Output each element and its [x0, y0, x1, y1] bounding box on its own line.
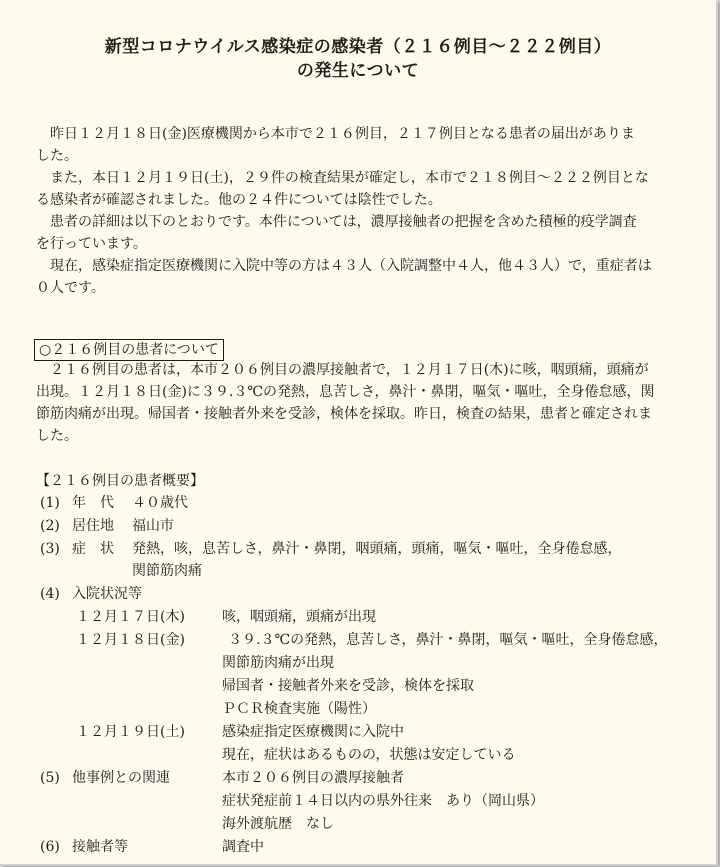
timeline-date: １２月１９日(土) [76, 724, 185, 740]
intro-line: ０人です。 [36, 280, 105, 296]
timeline-text: 関節筋肉痛が出現 [222, 655, 334, 671]
timeline-text: 帰国者・接触者外来を受診，検体を採取 [222, 678, 474, 694]
item-number: (5) [40, 770, 60, 786]
age-value: ４０歳代 [132, 495, 188, 511]
timeline-date: １２月１８日(金) [76, 632, 185, 648]
document-title-line-2: の発生について [296, 61, 420, 81]
item-number: (3) [40, 541, 60, 557]
residence-label: 居住地 [72, 518, 114, 534]
relation-text: 症状発症前１４日以内の県外往来 あり（岡山県） [222, 793, 544, 809]
relation-label: 他事例との関連 [72, 770, 170, 786]
summary-heading: 【２１６例目の患者概要】 [36, 473, 204, 489]
item-number: (1) [40, 495, 60, 511]
case-text-line: 出現。１２月１８日(金)に３９.３℃の発熱，息苦しさ，鼻汁・鼻閉，嘔気・嘔吐，全身倦怠感，関 [36, 384, 655, 400]
intro-line: を行っています。 [36, 236, 147, 252]
contacts-label: 接触者等 [72, 839, 128, 855]
timeline-text: 感染症指定医療機関に入院中 [222, 724, 404, 740]
intro-line: る感染者が確認されました。他の２４件については陰性でした。 [36, 192, 442, 208]
intro-line: 昨日１２月１８日(金)医療機関から本市で２１６例目，２１７例目となる患者の届出がありま [36, 126, 635, 142]
timeline-text: ＰＣＲ検査実施（陽性） [222, 701, 376, 717]
item-number: (4) [40, 586, 60, 602]
intro-line: 患者の詳細は以下のとおりです。本件については，濃厚接触者の把握を含めた積極的疫学調査 [36, 214, 637, 230]
item-number: (6) [40, 839, 60, 855]
case-heading-box: ○２１６例目の患者について [34, 339, 224, 361]
intro-line: した。 [36, 148, 78, 164]
case-text-line: した。 [36, 428, 78, 444]
timeline-text: 咳，咽頭痛，頭痛が出現 [222, 609, 376, 625]
document-title-line-1: 新型コロナウイルス感染症の感染者（２１６例目～２２２例目） [104, 37, 612, 57]
timeline-text: 現在，症状はあるものの，状態は安定している [222, 747, 516, 763]
case-text-line: 節筋肉痛が出現。帰国者・接触者外来を受診，検体を採取。昨日，検査の結果，患者と確定されま [36, 406, 652, 422]
symptoms-value: 関節筋肉痛 [132, 563, 202, 579]
contacts-value: 調査中 [222, 839, 264, 855]
intro-line: また，本日１２月１９日(土)，２９件の検査結果が確定し，本市で２１８例目～２２２例目とな [36, 170, 649, 186]
symptoms-label: 症 状 [72, 541, 114, 557]
case-text-line: ２１６例目の患者は，本市２０６例目の濃厚接触者で，１２月１７日(木)に咳，咽頭痛，頭痛が [36, 362, 649, 378]
timeline-text: ３９.３℃の発熱，息苦しさ，鼻汁・鼻閉，嘔気・嘔吐，全身倦怠感， [228, 632, 668, 648]
age-label: 年 代 [72, 495, 114, 511]
intro-line: 現在，感染症指定医療機関に入院中等の方は４３人（入院調整中４人，他４３人）で，重症者は [36, 258, 652, 274]
residence-value: 福山市 [132, 518, 174, 534]
symptoms-value: 発熱，咳，息苦しさ，鼻汁・鼻閉，咽頭痛，頭痛，嘔気・嘔吐，全身倦怠感， [132, 541, 622, 557]
relation-text: 海外渡航歴 なし [222, 816, 334, 832]
item-number: (2) [40, 518, 60, 534]
hospitalization-label: 入院状況等 [72, 586, 142, 602]
timeline-date: １２月１７日(木) [76, 609, 185, 625]
relation-text: 本市２０６例目の濃厚接触者 [222, 770, 404, 786]
